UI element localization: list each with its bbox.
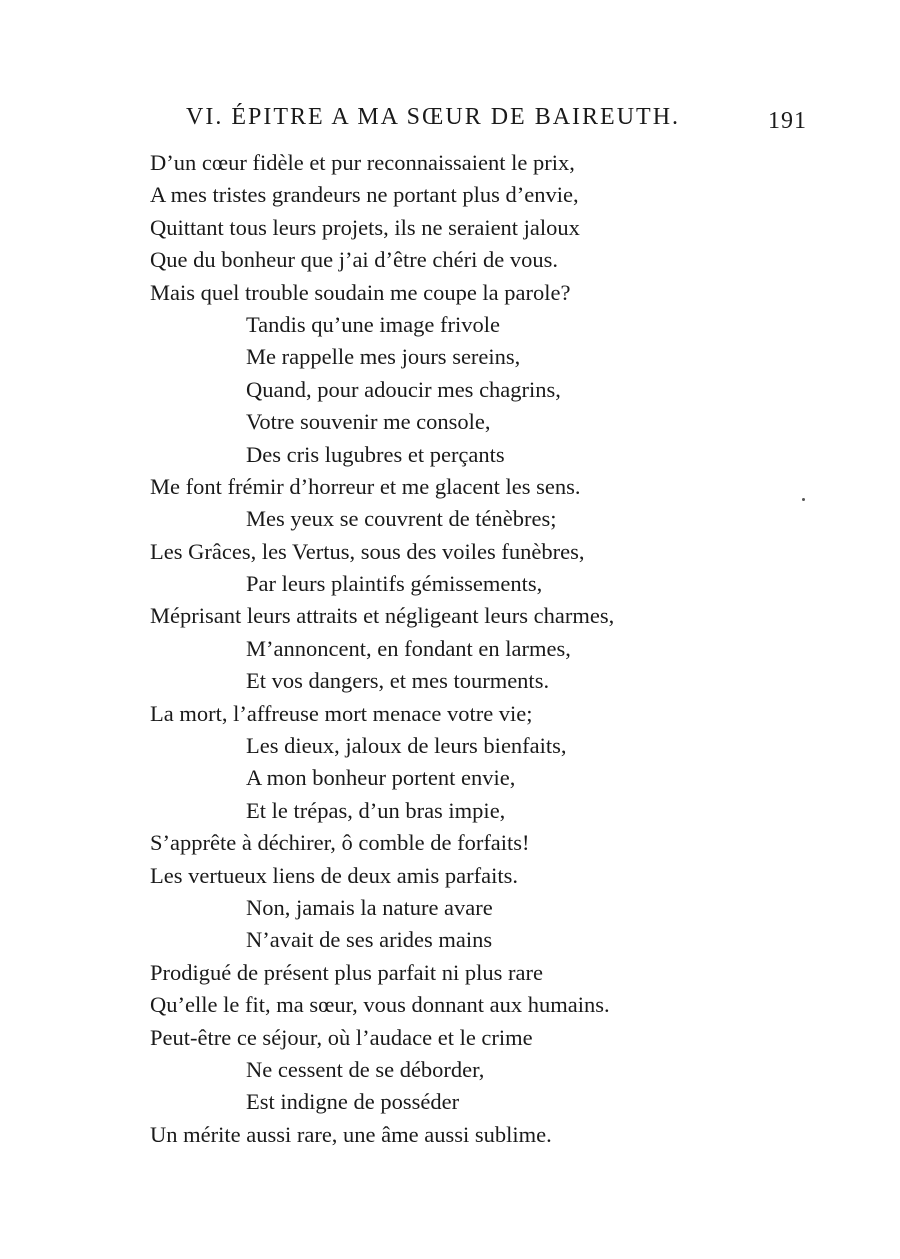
running-title: VI. ÉPITRE A MA SŒUR DE BAIREUTH. (186, 104, 681, 130)
verse-line: Les vertueux liens de deux amis parfaits. (150, 862, 519, 888)
verse-line: D’un cœur fidèle et pur reconnaissaient le prix, (150, 150, 575, 175)
verse-line: Quand, pour adoucir mes chagrins, (246, 376, 561, 402)
verse-line: Méprisant leurs attraits et négligeant leurs charmes, (150, 603, 615, 629)
verse-line: Que du bonheur que j’ai d’être chéri de vous. (150, 247, 558, 273)
verse-line: Non, jamais la nature avare (246, 894, 493, 920)
verse-line: Est indigne de posséder (246, 1089, 460, 1115)
verse-line: Ne cessent de se déborder, (246, 1056, 485, 1082)
verse-line: Me rappelle mes jours sereins, (246, 344, 521, 370)
verse-line: Des cris lugubres et perçants (246, 441, 505, 467)
verse-line: M’annoncent, en fondant en larmes, (246, 635, 571, 661)
verse-line: Par leurs plaintifs gémissements, (246, 571, 543, 597)
poem-verses (150, 147, 850, 1151)
verse-line: Et vos dangers, et mes tourments. (246, 668, 550, 694)
verse-line: Prodigué de présent plus parfait ni plus rare (150, 959, 544, 985)
verse-line: Me font frémir d’horreur et me glacent les sens. (150, 473, 581, 499)
verse-line: Mes yeux se couvrent de ténèbres; (246, 506, 557, 532)
verse-line: La mort, l’affreuse mort menace votre vie; (150, 700, 533, 726)
paper-speck (802, 498, 805, 501)
verse-line: Qu’elle le fit, ma sœur, vous donnant aux humains. (150, 992, 610, 1018)
verse-line: A mes tristes grandeurs ne portant plus d’envie, (150, 182, 579, 208)
verse-line: Tandis qu’une image frivole (246, 311, 500, 337)
verse-line: Votre souvenir me console, (246, 409, 491, 435)
verse-line: Mais quel trouble soudain me coupe la parole? (150, 279, 571, 305)
verse-line: Peut-être ce séjour, où l’audace et le crime (150, 1024, 533, 1050)
verse-line: Quittant tous leurs projets, ils ne seraient jaloux (150, 214, 580, 240)
verse-line: Les Grâces, les Vertus, sous des voiles funèbres, (150, 538, 585, 564)
verse-line: S’apprête à déchirer, ô comble de forfaits! (150, 830, 530, 856)
verse-line: N’avait de ses arides mains (246, 927, 493, 953)
verse-line: Un mérite aussi rare, une âme aussi sublime. (150, 1121, 552, 1147)
verse-line: Et le trépas, d’un bras impie, (246, 797, 506, 823)
verse-line: A mon bonheur portent envie, (246, 765, 516, 791)
verse-line: Les dieux, jaloux de leurs bienfaits, (246, 733, 567, 759)
page-number: 191 (768, 108, 807, 134)
